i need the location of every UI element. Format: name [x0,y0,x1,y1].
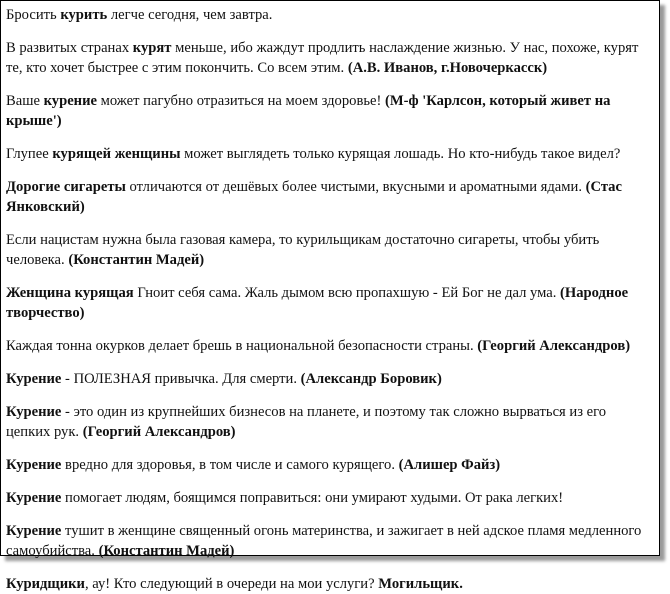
quote-bold-text: (Константин Мадей) [68,252,205,268]
quote-text: отличаются от дешёвых более чистыми, вкусными и ароматными ядами. [125,179,586,195]
quote-paragraph [6,230,651,270]
quote-paragraph [6,402,651,442]
quote-paragraph [6,574,651,594]
quote-paragraph [6,369,651,389]
quote-text: Глупее [6,146,53,162]
quote-paragraph [6,283,651,323]
quote-text: , ау! Кто следующий в очереди на мои услуги? [84,576,379,592]
quote-paragraph [6,5,651,25]
quote-bold-text: (Алишер Файз) [398,457,501,473]
quote-paragraph [6,144,651,164]
quote-bold-text: Женщина курящая [6,285,134,301]
quotes-list [1,1,659,594]
quote-text: Если нацистам нужна была газовая камера, то курильщикам достаточно сигареты, чтобы убить человека. [6,232,600,268]
quote-bold-text: Могильщик. [378,576,463,592]
quote-text: Гноит себя сама. Жаль дымом всю пропахшую - Ей Бог не дал ума. [133,285,561,301]
quote-bold-text: (А.В. Иванов, г.Новочеркасск) [347,60,548,76]
quote-text: легче сегодня, чем завтра. [107,7,273,23]
quote-text: может пагубно отразиться на моем здоровье! [96,93,385,109]
quote-text: помогает людям, боящимся поправиться: они умирают худыми. От рака легких! [61,490,564,506]
quote-bold-text: (Александр Боровик) [300,371,442,387]
quote-paragraph [6,455,651,475]
quote-text: Ваше [6,93,44,109]
quote-bold-text: Курение [6,457,62,473]
quote-text: может выглядеть только курящая лошадь. Но кто-нибудь такое видел? [180,146,621,162]
quote-text: - это один из крупнейших бизнесов на планете, и поэтому так сложно вырваться из его цепких рук. [6,404,607,440]
quote-paragraph [6,336,651,356]
quote-bold-text: курить [60,7,108,23]
quote-text: - ПОЛЕЗНАЯ привычка. Для смерти. [61,371,301,387]
quote-text: тушит в женщине священный огонь материнства, и зажигает в ней адское пламя медленного самоубийства. [6,523,642,559]
quote-bold-text: (Георгий Александров) [82,424,236,440]
quote-bold-text: Курение [6,404,62,420]
quote-bold-text: Курение [6,490,62,506]
quote-text: Каждая тонна окурков делает брешь в национальной безопасности страны. [6,338,478,354]
quote-text: вредно для здоровья, в том числе и самого курящего. [61,457,399,473]
quote-paragraph [6,91,651,131]
quote-text: Бросить [6,7,61,23]
quote-bold-text: курение [43,93,97,109]
quote-text: меньше, ибо жаждут продлить наслаждение жизнью. У нас, похоже, курят те, кто хочет быстрее с этим покончить. Со всем этим. [6,40,639,76]
quote-paragraph [6,488,651,508]
quote-text: В развитых странах [6,40,133,56]
quote-bold-text: Курение [6,371,62,387]
quote-bold-text: курят [132,40,172,56]
quote-paragraph [6,177,651,217]
quote-paragraph [6,521,651,561]
quote-bold-text: Дорогие сигареты [6,179,126,195]
quote-bold-text: (Константин Мадей) [98,543,235,559]
quote-bold-text: (Народное творчество) [6,285,629,321]
quote-bold-text: Курение [6,523,62,539]
quote-bold-text: (М-ф 'Карлсон, который живет на крыше') [6,93,611,129]
quote-bold-text: (Георгий Александров) [477,338,631,354]
quote-bold-text: (Стас Янковский) [6,179,622,215]
quote-bold-text: Куридщики [6,576,85,592]
quote-paragraph [6,38,651,78]
quote-bold-text: курящей женщины [52,146,181,162]
